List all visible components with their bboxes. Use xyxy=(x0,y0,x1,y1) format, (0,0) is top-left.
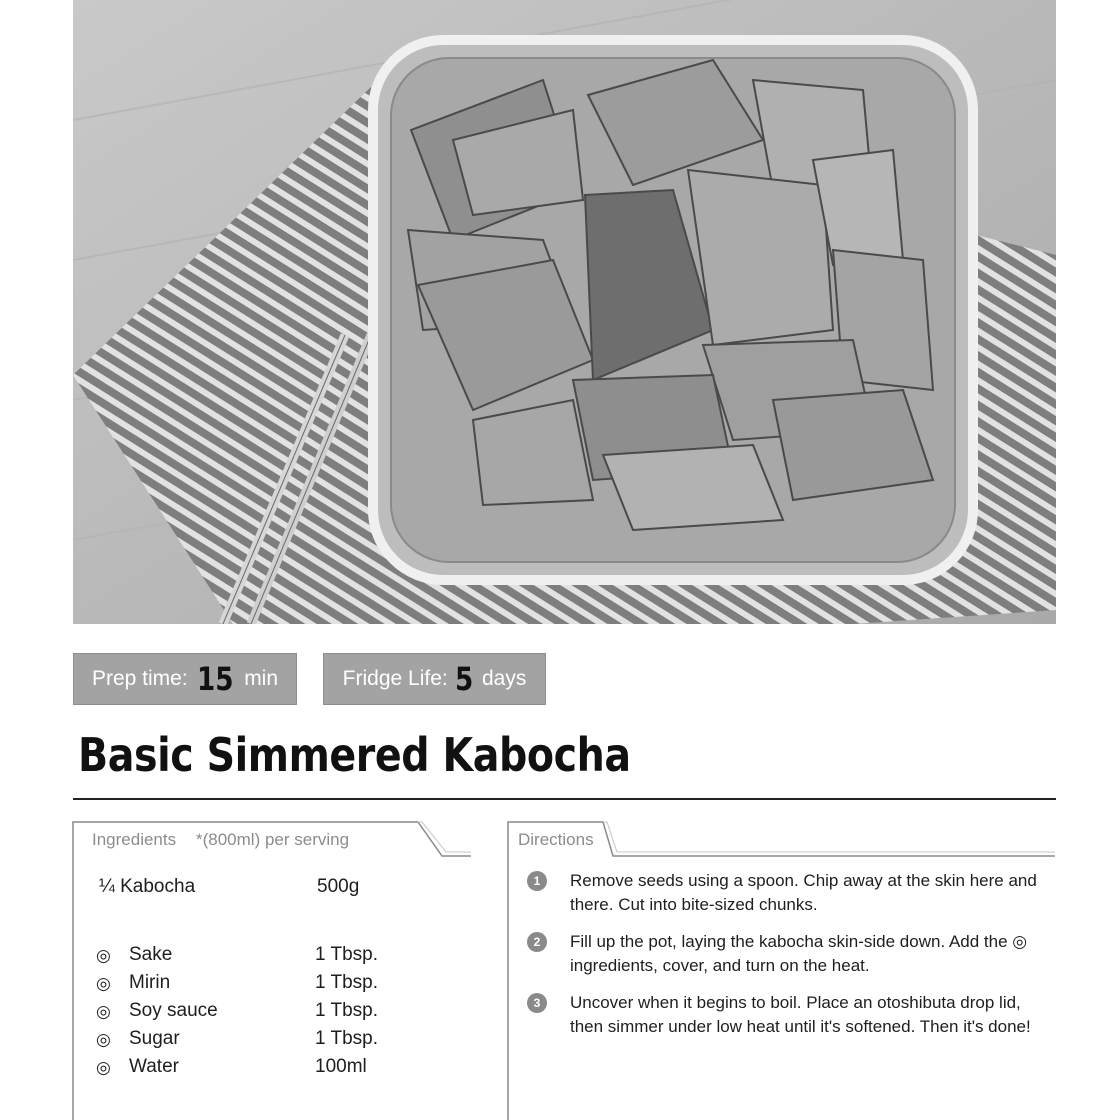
ingredients-tab-label: Ingredients xyxy=(92,830,177,849)
prep-time-value: 15 xyxy=(196,660,234,698)
fridge-life-unit: days xyxy=(481,667,527,690)
ingredient-amount: 1 Tbsp. xyxy=(315,1028,379,1049)
ingredient-row-sake xyxy=(72,944,472,972)
seasoning-mark-icon: ◎ xyxy=(96,974,111,993)
main-ingredient-name: ¼ Kabocha xyxy=(99,876,196,897)
fridge-life-value: 5 xyxy=(454,660,473,698)
ingredient-amount: 1 Tbsp. xyxy=(315,972,379,993)
ingredient-name: Sake xyxy=(129,944,173,965)
ingredient-row-sugar xyxy=(72,1028,472,1056)
step-text: Remove seeds using a spoon. Chip away at the skin here and there. Cut into bite-sized chunks. xyxy=(570,871,1037,914)
recipe-title: Basic Simmered Kabocha xyxy=(78,728,631,782)
directions-panel xyxy=(507,820,1056,1120)
ingredient-name: Sugar xyxy=(129,1028,180,1049)
step-number-icon: 1 xyxy=(527,871,547,891)
fridge-life-label: Fridge Life: xyxy=(342,667,448,690)
step-text: Fill up the pot, laying the kabocha skin-side down. Add the ◎ ingredients, cover, and turn on the heat. xyxy=(570,932,1028,975)
serving-note: *(800ml) per serving xyxy=(196,830,350,849)
directions-tab-label: Directions xyxy=(518,830,594,849)
seasoning-mark-icon: ◎ xyxy=(96,1030,111,1049)
step-text: Uncover when it begins to boil. Place an otoshibuta drop lid, then simmer under low heat until it's softened. Then it's done! xyxy=(570,993,1031,1036)
step-number-icon: 2 xyxy=(527,932,547,952)
prep-time-unit: min xyxy=(244,667,279,690)
ingredient-name: Soy sauce xyxy=(129,1000,218,1021)
ingredient-name: Water xyxy=(129,1056,179,1077)
seasoning-mark-icon: ◎ xyxy=(96,946,111,965)
ingredient-name: Mirin xyxy=(129,972,171,993)
ingredient-row-mirin xyxy=(72,972,472,1000)
ingredient-amount: 1 Tbsp. xyxy=(315,944,379,965)
ingredients-panel xyxy=(72,820,472,1120)
seasoning-mark-icon: ◎ xyxy=(96,1058,111,1077)
recipe-photo xyxy=(73,0,1056,624)
seasoning-mark-icon: ◎ xyxy=(96,1002,111,1021)
kabocha-photo-icon xyxy=(73,0,1056,624)
ingredient-amount: 100ml xyxy=(315,1056,367,1077)
ingredient-row-water xyxy=(72,1056,472,1084)
prep-time-label: Prep time: xyxy=(91,667,188,690)
title-divider xyxy=(73,798,1056,800)
main-ingredient-amount: 500g xyxy=(317,876,360,897)
fridge-life-badge xyxy=(323,653,546,705)
ingredient-row-soy-sauce xyxy=(72,1000,472,1028)
ingredient-amount: 1 Tbsp. xyxy=(315,1000,379,1021)
step-number-icon: 3 xyxy=(527,993,547,1013)
prep-time-badge xyxy=(73,653,297,705)
